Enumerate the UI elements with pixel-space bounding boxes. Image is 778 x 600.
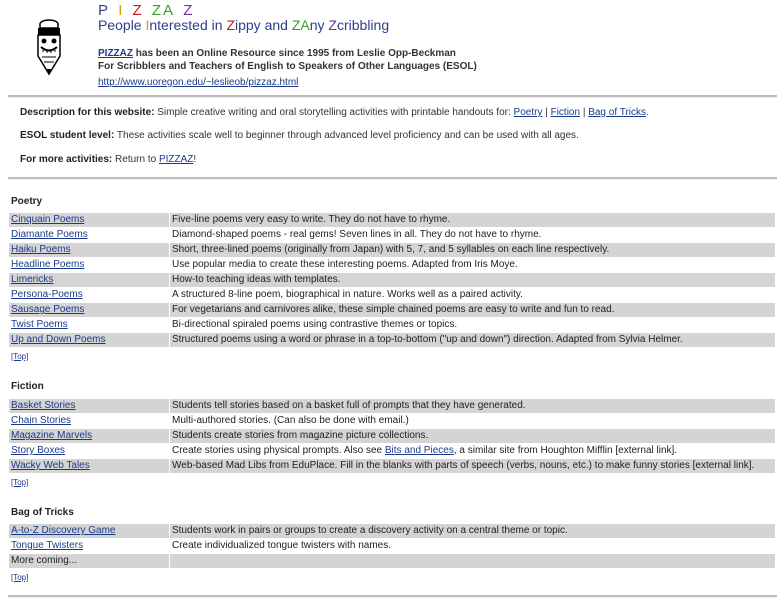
- site-subtitle: [98, 17, 389, 33]
- table-row: [9, 213, 775, 228]
- fiction-table: [9, 399, 775, 474]
- row-description: Students work in pairs or groups to create a discovery activity on a central theme or topic.: [170, 524, 775, 538]
- bag-link[interactable]: Tongue Twisters: [11, 540, 84, 551]
- row-description: Five-line poems very easy to write. They do not have to rhyme.: [170, 213, 775, 227]
- site-url-link[interactable]: http://www.uoregon.edu/~leslieob/pizzaz.html: [98, 77, 299, 88]
- subtitle-part: cribbling: [336, 17, 390, 33]
- row-description: Bi-directional spiraled poems using contrastive themes or topics.: [172, 319, 458, 330]
- divider: [8, 595, 777, 598]
- poetry-link[interactable]: Up and Down Poems: [11, 334, 106, 345]
- title-letter-z2: Z: [183, 2, 195, 19]
- top-link[interactable]: [Top]: [11, 352, 29, 361]
- audience-info: For Scribblers and Teachers of English to Speakers of Other Languages (ESOL): [98, 61, 477, 72]
- description-label: Description for this website:: [20, 107, 155, 118]
- poetry-link[interactable]: Diamante Poems: [11, 229, 88, 240]
- table-row: [9, 554, 775, 569]
- bag-of-tricks-table: [9, 524, 775, 569]
- poetry-link[interactable]: Haiku Poems: [11, 244, 71, 255]
- table-row: [9, 399, 775, 414]
- poetry-link[interactable]: Twist Poems: [11, 319, 68, 330]
- description-text: , a similar site from Houghton Mifflin [external link].: [453, 445, 678, 456]
- esol-text: These activities scale well to beginner through advanced level proficiency and can be used with all ages.: [114, 130, 579, 141]
- bag-of-tricks-anchor-link[interactable]: Bag of Tricks: [588, 107, 647, 118]
- row-description: Use popular media to create these interesting poems. Adapted from Iris Moye.: [172, 259, 518, 270]
- title-letter-z: Z: [132, 2, 144, 19]
- table-row: [9, 318, 775, 333]
- table-row: [9, 258, 775, 273]
- subtitle-part: People: [98, 17, 146, 33]
- fiction-link[interactable]: Story Boxes: [11, 445, 65, 456]
- table-row: [9, 273, 775, 288]
- subtitle-part: ny: [309, 17, 329, 33]
- table-row: [9, 444, 775, 459]
- poetry-link[interactable]: Cinquain Poems: [11, 214, 85, 225]
- bag-link[interactable]: A-to-Z Discovery Game: [11, 525, 116, 536]
- top-link[interactable]: [Top]: [11, 573, 29, 582]
- poetry-anchor-link[interactable]: Poetry: [513, 107, 543, 118]
- subtitle-part: ippy and: [235, 17, 292, 33]
- subtitle-part: Z: [226, 17, 235, 33]
- divider: [8, 95, 777, 98]
- subtitle-part: I: [145, 17, 150, 33]
- table-row: [9, 228, 775, 243]
- bag-of-tricks-heading: Bag of Tricks: [11, 507, 74, 518]
- row-description: For vegetarians and carnivores alike, these simple chained poems are easy to write and fun to read.: [170, 303, 775, 317]
- period: .: [646, 107, 649, 118]
- row-description: Students tell stories based on a basket full of prompts that they have generated.: [170, 399, 775, 413]
- table-row: [9, 303, 775, 318]
- pizzaz-home-link[interactable]: PIZZAZ: [98, 48, 133, 59]
- fiction-link[interactable]: Wacky Web Tales: [11, 460, 90, 471]
- description-line: [20, 107, 649, 118]
- row-description: Students create stories from magazine picture collections.: [170, 429, 775, 443]
- resource-text: has been an Online Resource since 1995 from Leslie Opp-Beckman: [133, 48, 456, 59]
- poetry-link[interactable]: Sausage Poems: [11, 304, 85, 315]
- subtitle-part: ZA: [291, 17, 310, 33]
- more-text: Return to: [112, 154, 159, 165]
- fiction-link[interactable]: Basket Stories: [11, 400, 76, 411]
- esol-label: ESOL student level:: [20, 130, 115, 141]
- row-description: [170, 444, 775, 458]
- row-description: Short, three-lined poems (originally from Japan) with 5, 7, and 5 syllables on each line respectively.: [170, 243, 775, 257]
- title-letter-i: I: [118, 2, 125, 19]
- row-description: Web-based Mad Libs from EduPlace. Fill in the blanks with parts of speech (verbs, nouns, etc.) to make funny stories [external link].: [170, 459, 775, 473]
- fiction-link[interactable]: Chain Stories: [11, 415, 72, 426]
- subtitle-part: nterested in: [149, 17, 227, 33]
- table-row: [9, 524, 775, 539]
- more-coming-text: More coming...: [9, 554, 169, 568]
- table-row: [9, 539, 775, 554]
- more-label: For more activities:: [20, 154, 113, 165]
- title-letter-p: P: [98, 2, 111, 19]
- title-letter-za: ZA: [151, 2, 176, 19]
- table-row: [9, 333, 775, 348]
- top-link[interactable]: [Top]: [11, 478, 29, 487]
- row-description: A structured 8-line poem, biographical in nature. Works well as a paired activity.: [172, 289, 523, 300]
- row-description: Diamond-shaped poems - real gems! Seven lines in all. They do not have to rhyme.: [172, 229, 542, 240]
- poetry-link[interactable]: Persona-Poems: [11, 289, 83, 300]
- separator: |: [542, 107, 551, 118]
- poetry-link[interactable]: Headline Poems: [11, 259, 85, 270]
- description-text: Simple creative writing and oral storytelling activities with printable handouts for:: [154, 107, 514, 118]
- fiction-link[interactable]: Magazine Marvels: [11, 430, 93, 441]
- table-row: [9, 288, 775, 303]
- pencil-mascot-icon: [30, 14, 68, 76]
- row-description: Create individualized tongue twisters with names.: [172, 540, 391, 551]
- description-text: Create stories using physical prompts. Also see: [172, 445, 385, 456]
- resource-info: [98, 48, 456, 59]
- fiction-heading: Fiction: [11, 381, 44, 392]
- row-description: How-to teaching ideas with templates.: [170, 273, 775, 287]
- row-description: Structured poems using a word or phrase in a top-to-bottom ("up and down") direction. Adapted from Sylvia Helmer.: [170, 333, 775, 347]
- table-row: [9, 459, 775, 474]
- more-activities-line: [20, 154, 196, 165]
- table-row: [9, 414, 775, 429]
- fiction-anchor-link[interactable]: Fiction: [550, 107, 581, 118]
- table-row: [9, 429, 775, 444]
- bits-and-pieces-link[interactable]: Bits and Pieces: [384, 445, 454, 456]
- exclamation: !: [193, 154, 197, 165]
- esol-level-line: [20, 130, 579, 141]
- page-header: [0, 0, 778, 95]
- separator: |: [580, 107, 589, 118]
- table-row: [9, 243, 775, 258]
- poetry-heading: Poetry: [11, 196, 43, 207]
- poetry-table: [9, 213, 775, 348]
- row-description: Multi-authored stories. (Can also be done with email.): [172, 415, 409, 426]
- poetry-link[interactable]: Limericks: [11, 274, 54, 285]
- subtitle-part: Z: [328, 17, 337, 33]
- row-description: [170, 554, 775, 568]
- divider: [8, 177, 777, 180]
- return-pizzaz-link[interactable]: PIZZAZ: [158, 154, 194, 165]
